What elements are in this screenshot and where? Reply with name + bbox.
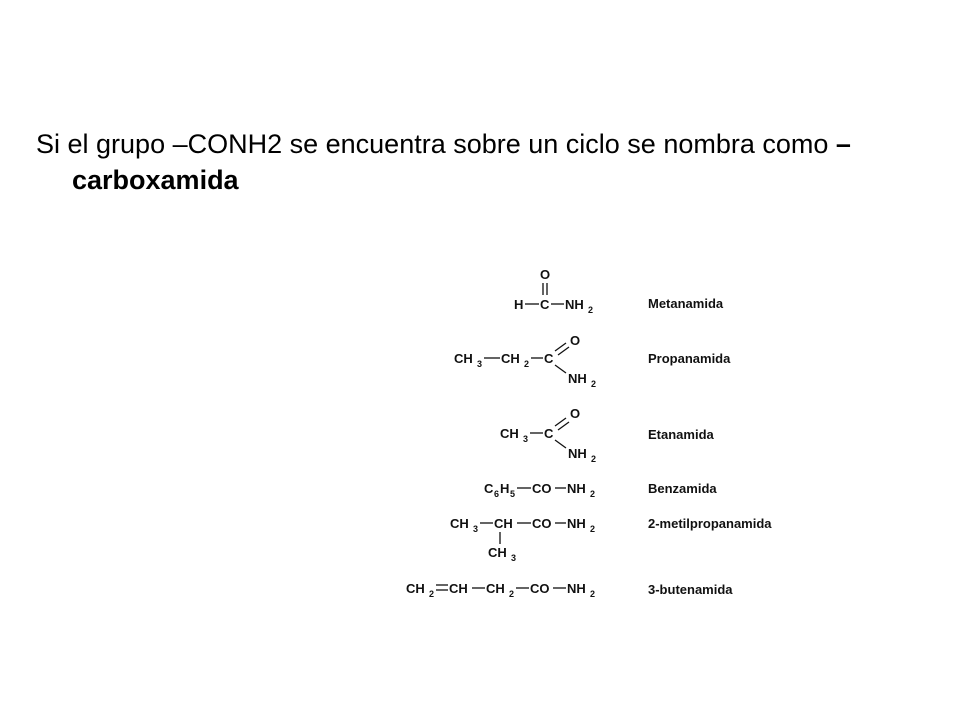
compound-name-metanamida: Metanamida	[648, 296, 724, 311]
svg-text:CH: CH	[449, 581, 468, 596]
formula-etanamida	[500, 406, 596, 464]
svg-text:O: O	[570, 333, 581, 348]
svg-text:3: 3	[511, 553, 517, 563]
formula-propanamida	[454, 333, 596, 389]
svg-text:3: 3	[477, 359, 483, 369]
svg-text:CO: CO	[532, 516, 552, 531]
svg-text:CO: CO	[530, 581, 550, 596]
svg-text:2: 2	[524, 359, 530, 369]
svg-text:C: C	[544, 351, 554, 366]
slide-body-text	[36, 126, 942, 198]
svg-text:2: 2	[591, 454, 597, 464]
formula-2-metilpropanamida	[450, 516, 595, 563]
svg-text:NH: NH	[567, 481, 586, 496]
svg-text:C: C	[484, 481, 494, 496]
svg-text:CH: CH	[500, 426, 519, 441]
svg-text:C: C	[544, 426, 554, 441]
text-line-2-bold: –carboxamida	[72, 129, 851, 195]
svg-text:2: 2	[591, 379, 597, 389]
svg-text:O: O	[540, 267, 551, 282]
svg-text:2: 2	[590, 489, 596, 499]
svg-text:NH: NH	[568, 371, 587, 386]
svg-text:H: H	[514, 297, 524, 312]
svg-text:CH: CH	[501, 351, 520, 366]
formula-metanamida	[514, 267, 593, 315]
text-line-2-prefix: como	[762, 129, 836, 159]
svg-text:NH: NH	[567, 516, 586, 531]
svg-text:6: 6	[494, 489, 500, 499]
compound-name-etanamida: Etanamida	[648, 427, 714, 442]
formula-3-butenamida	[406, 581, 595, 599]
svg-text:NH: NH	[565, 297, 584, 312]
svg-text:5: 5	[510, 489, 516, 499]
svg-text:CH: CH	[454, 351, 473, 366]
svg-text:2: 2	[509, 589, 515, 599]
svg-text:2: 2	[590, 589, 596, 599]
svg-text:CH: CH	[450, 516, 469, 531]
svg-text:NH: NH	[567, 581, 586, 596]
text-line-1: Si el grupo –CONH2 se encuentra sobre un ciclo se nombra	[36, 129, 755, 159]
svg-text:NH: NH	[568, 446, 587, 461]
svg-text:C: C	[540, 297, 550, 312]
svg-text:2: 2	[590, 524, 596, 534]
formula-benzamida	[484, 481, 595, 499]
amide-structures-figure	[390, 255, 830, 615]
svg-text:3: 3	[473, 524, 479, 534]
svg-text:CH: CH	[406, 581, 425, 596]
svg-text:CO: CO	[532, 481, 552, 496]
svg-text:H: H	[500, 481, 510, 496]
svg-text:2: 2	[588, 305, 594, 315]
structural-formulas	[390, 255, 830, 615]
svg-text:CH: CH	[488, 545, 507, 560]
svg-text:CH: CH	[486, 581, 505, 596]
svg-text:O: O	[570, 406, 581, 421]
compound-name-3-butenamida: 3-butenamida	[648, 582, 733, 597]
compound-name-2-metilpropanamida: 2-metilpropanamida	[648, 516, 772, 531]
compound-name-benzamida: Benzamida	[648, 481, 717, 496]
compound-name-propanamida: Propanamida	[648, 351, 731, 366]
svg-text:2: 2	[429, 589, 435, 599]
svg-text:CH: CH	[494, 516, 513, 531]
svg-text:3: 3	[523, 434, 529, 444]
